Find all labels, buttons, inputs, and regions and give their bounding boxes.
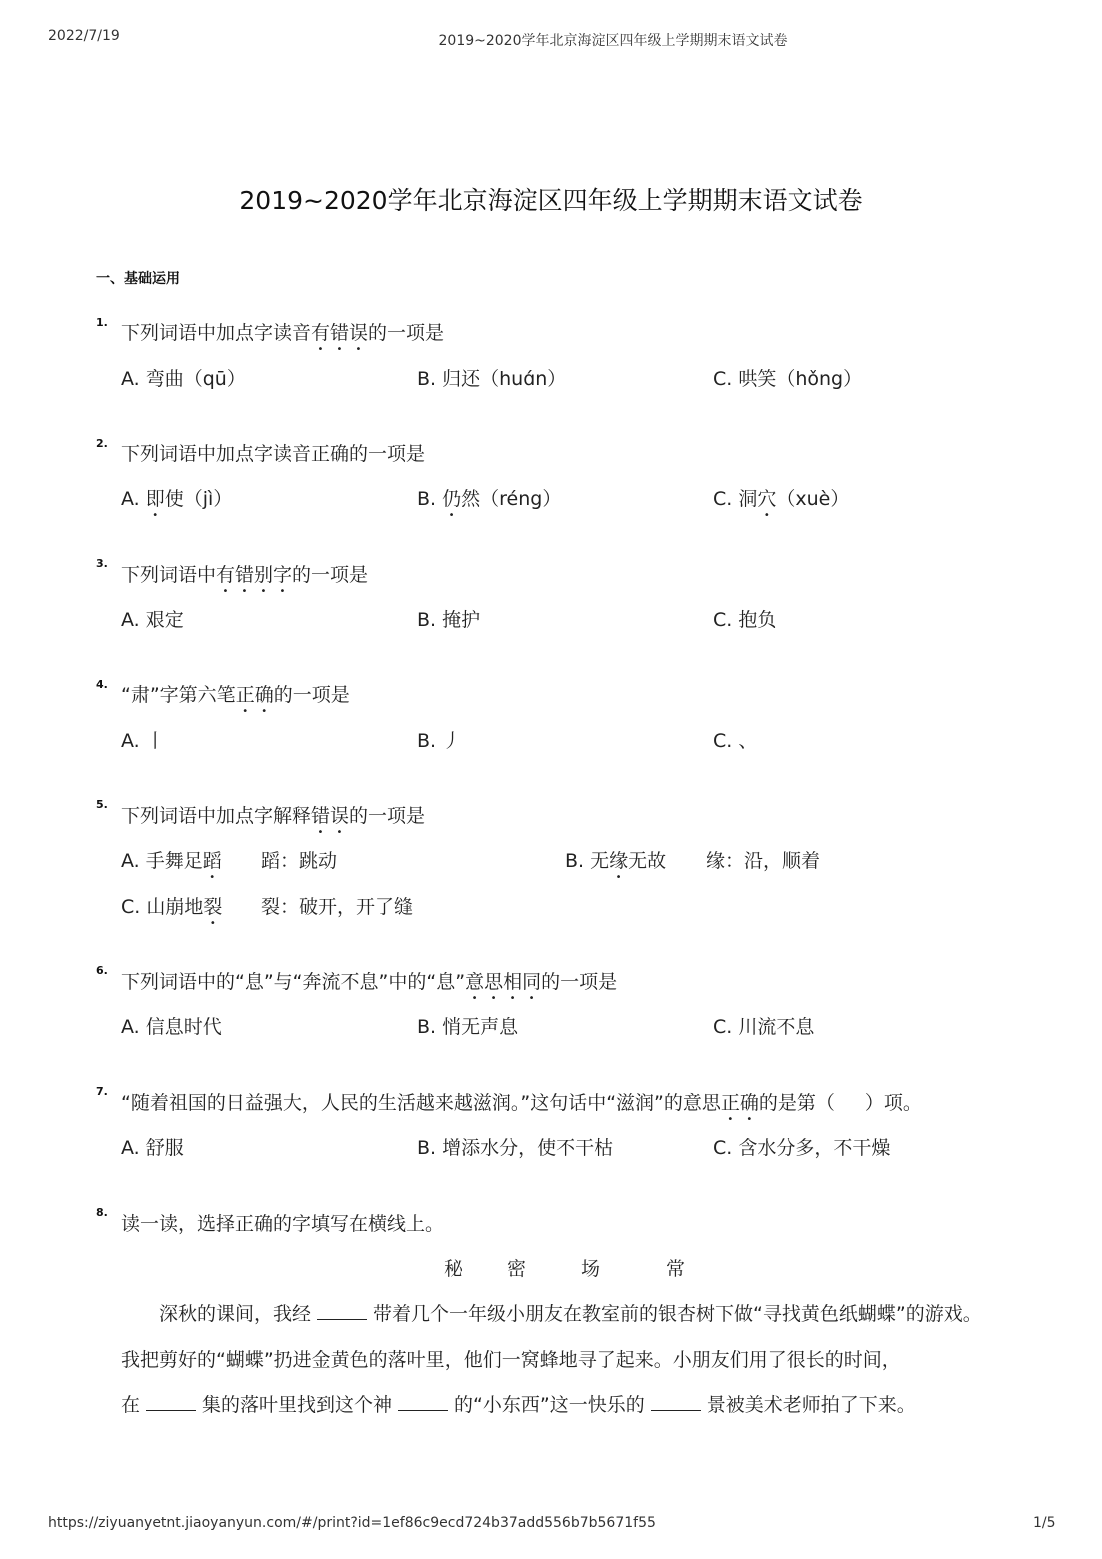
word-choice-char: 秘	[444, 1258, 464, 1280]
question-4-option-b[interactable]: B. 丿	[417, 730, 462, 752]
question-1-stem: 下列词语中加点字读音有错误的一项是	[121, 322, 445, 344]
question-6-option-c[interactable]: C. 川流不息	[713, 1016, 815, 1038]
question-6-option-b[interactable]: B. 悄无声息	[417, 1016, 519, 1038]
question-5-stem: 下列词语中加点字解释错误的一项是	[121, 805, 426, 827]
print-date: 2022/7/19	[48, 28, 120, 44]
question-7-option-a[interactable]: A. 舒服	[121, 1137, 184, 1159]
question-2-number: 2.	[96, 437, 108, 450]
question-7-option-c[interactable]: C. 含水分多，不干燥	[713, 1137, 891, 1159]
question-2-option-c[interactable]: C. 洞穴（xuè）	[713, 488, 850, 510]
fill-blank-3[interactable]	[398, 1392, 448, 1411]
page-title: 2019~2020学年北京海淀区四年级上学期期末语文试卷	[239, 186, 863, 215]
question-5-option-b[interactable]: B. 无缘无故	[565, 850, 667, 872]
question-4-option-c[interactable]: C. 、	[713, 730, 758, 752]
question-1-option-b[interactable]: B. 归还（huɑ́n）	[417, 368, 567, 390]
question-2-option-a[interactable]: A. 即使（jì）	[121, 488, 233, 510]
question-3-option-b[interactable]: B. 掩护	[417, 609, 481, 631]
question-6-stem: 下列词语中的“息”与“奔流不息”中的“息”意思相同的一项是	[121, 971, 618, 993]
question-5-option-c[interactable]: C. 山崩地裂	[121, 896, 223, 918]
question-5-option-a[interactable]: A. 手舞足蹈	[121, 850, 222, 872]
question-3-number: 3.	[96, 557, 108, 570]
question-1-option-a[interactable]: A. 弯曲（qū）	[121, 368, 246, 390]
print-header-title: 2019~2020学年北京海淀区四年级上学期期末语文试卷	[438, 33, 788, 49]
question-3-option-a[interactable]: A. 艰定	[121, 609, 184, 631]
question-7-option-b[interactable]: B. 增添水分，使不干枯	[417, 1137, 614, 1159]
fill-blank-4[interactable]	[651, 1392, 701, 1411]
question-4-option-a[interactable]: A. 丨	[121, 730, 165, 752]
question-7-number: 7.	[96, 1085, 108, 1098]
question-2-stem: 下列词语中加点字读音正确的一项是	[121, 443, 426, 465]
word-choice-char: 场	[581, 1258, 601, 1280]
question-2-option-b[interactable]: B. 仍然（réng）	[417, 488, 562, 510]
page-number: 1/5	[1033, 1515, 1056, 1531]
question-4-stem: “肃”字第六笔正确的一项是	[121, 684, 350, 706]
word-choice-char: 常	[666, 1258, 686, 1280]
question-1-number: 1.	[96, 316, 108, 329]
question-5-option-b-gloss: 缘：沿，顺着	[706, 850, 821, 872]
footer-url: https://ziyuanyetnt.jiaoyanyun.com/#/print?id=1ef86c9ecd724b37add556b7b5671f55	[48, 1515, 656, 1531]
question-4-number: 4.	[96, 678, 108, 691]
section-heading: 一、基础运用	[96, 271, 180, 287]
word-choice-char: 密	[507, 1258, 527, 1280]
passage-line-1: 深秋的课间，我经 带着几个一年级小朋友在教室前的银杏树下做“寻找黄色纸蝴蝶”的游戏。	[159, 1303, 982, 1325]
question-3-stem: 下列词语中有错别字的一项是	[121, 564, 369, 586]
fill-blank-1[interactable]	[317, 1301, 367, 1320]
question-8-stem: 读一读，选择正确的字填写在横线上。	[121, 1213, 445, 1235]
question-6-option-a[interactable]: A. 信息时代	[121, 1016, 222, 1038]
question-5-option-a-gloss: 蹈：跳动	[261, 850, 338, 872]
passage-line-3: 在 集的落叶里找到这个神 的“小东西”这一快乐的 景被美术老师拍了下来。	[121, 1394, 916, 1416]
question-1-option-c[interactable]: C. 哄笑（hǒng）	[713, 368, 863, 390]
passage-line-2: 我把剪好的“蝴蝶”扔进金黄色的落叶里，他们一窝蜂地寻了起来。小朋友们用了很长的时间，	[121, 1349, 901, 1371]
question-3-option-c[interactable]: C. 抱负	[713, 609, 777, 631]
question-7-stem: “随着祖国的日益强大，人民的生活越来越滋润。”这句话中“滋润”的意思正确的是第（ ）项。	[121, 1092, 922, 1114]
fill-blank-2[interactable]	[146, 1392, 196, 1411]
question-8-number: 8.	[96, 1206, 108, 1219]
question-5-option-c-gloss: 裂：破开，开了缝	[261, 896, 414, 918]
question-5-number: 5.	[96, 798, 108, 811]
question-6-number: 6.	[96, 964, 108, 977]
